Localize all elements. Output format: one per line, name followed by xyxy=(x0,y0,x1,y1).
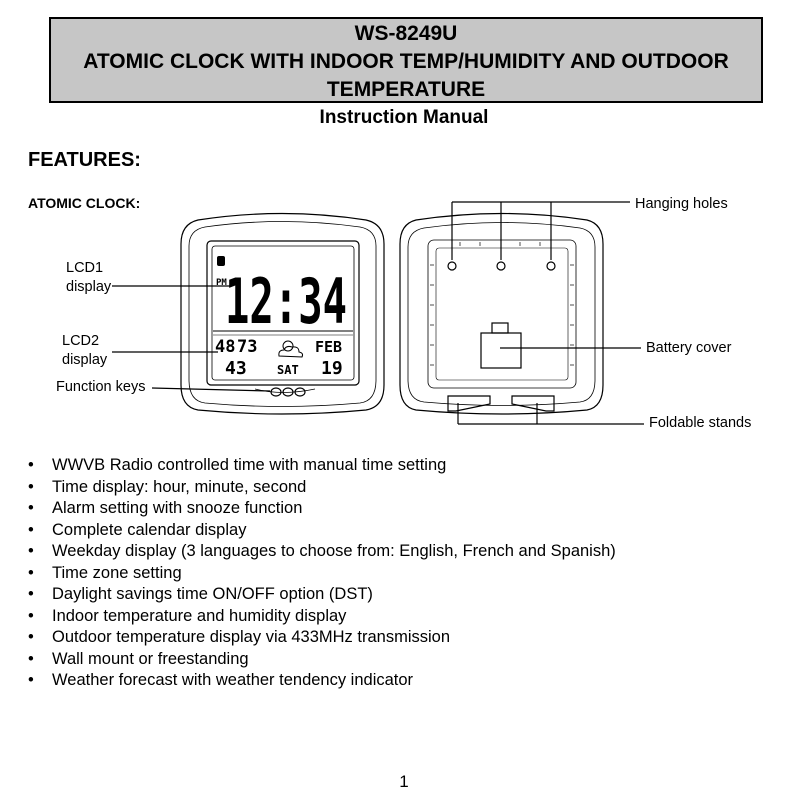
lcd2-label: LCD2 display xyxy=(62,333,108,368)
features-list xyxy=(28,455,616,692)
lcd-weather-icon xyxy=(279,341,303,357)
bullet: • xyxy=(28,671,34,689)
lcd-day: 19 xyxy=(321,358,343,379)
hanging-hole-1 xyxy=(448,262,456,270)
list-item: • Complete calendar display xyxy=(28,520,616,542)
title-line-1: ATOMIC CLOCK WITH INDOOR TEMP/HUMIDITY AND OUTDOOR xyxy=(83,50,729,73)
list-item: • Weather forecast with weather tendency indicator xyxy=(28,670,616,692)
bullet: • xyxy=(28,563,34,582)
lcd-time: 12:34 xyxy=(225,265,347,338)
list-item: • Time display: hour, minute, second xyxy=(28,477,616,499)
lcd-signal-icon xyxy=(217,256,225,266)
subtitle: Instruction Manual xyxy=(319,107,489,128)
bullet: • xyxy=(28,520,34,539)
hanging-hole-3 xyxy=(547,262,555,270)
bullet: • xyxy=(28,499,34,517)
list-item: • Indoor temperature and humidity display xyxy=(28,606,616,628)
lcd-month: FEB xyxy=(315,338,343,356)
page-number: 1 xyxy=(399,772,409,791)
list-item: • Weekday display (3 languages to choose from: English, French and Spanish) xyxy=(28,541,616,563)
bullet: • xyxy=(28,606,34,625)
foldable-stand-right xyxy=(512,396,554,411)
battery-cover xyxy=(481,333,521,368)
bullet: • xyxy=(28,477,34,496)
function-keys-label: Function keys xyxy=(56,379,146,395)
features-heading: FEATURES: xyxy=(28,149,141,171)
list-item: • Daylight savings time ON/OFF option (DST) xyxy=(28,584,616,606)
list-item: • Outdoor temperature display via 433MHz transmission xyxy=(28,627,616,649)
foldable-stands-label: Foldable stands xyxy=(649,415,752,431)
bullet: • xyxy=(28,456,34,474)
title-box xyxy=(49,17,763,103)
list-item: • Time zone setting xyxy=(28,563,616,585)
bullet: • xyxy=(28,649,34,668)
lcd-indoor-humidity: 73 xyxy=(237,337,258,357)
lcd-outdoor-temp: 43 xyxy=(225,358,247,379)
list-item: • Alarm setting with snooze function xyxy=(28,498,616,520)
bullet: • xyxy=(28,585,34,603)
lcd-weekday: SAT xyxy=(277,363,299,377)
lcd1-label: LCD1 display xyxy=(66,260,112,295)
hanging-holes-label: Hanging holes xyxy=(635,196,728,212)
lcd-indoor-temp: 48 xyxy=(215,337,236,357)
battery-cover-label: Battery cover xyxy=(646,340,732,356)
bullet: • xyxy=(28,628,34,646)
list-item: • Wall mount or freestanding xyxy=(28,649,616,671)
list-item: • WWVB Radio controlled time with manual time setting xyxy=(28,455,616,477)
title-line-2: TEMPERATURE xyxy=(326,78,486,101)
bullet: • xyxy=(28,542,34,560)
foldable-stand-left xyxy=(448,396,490,411)
atomic-clock-heading: ATOMIC CLOCK: xyxy=(28,195,141,211)
model-number: WS-8249U xyxy=(354,22,458,45)
clock-illustration xyxy=(0,180,808,450)
lcd-pm: PM xyxy=(216,278,227,288)
hanging-hole-2 xyxy=(497,262,505,270)
